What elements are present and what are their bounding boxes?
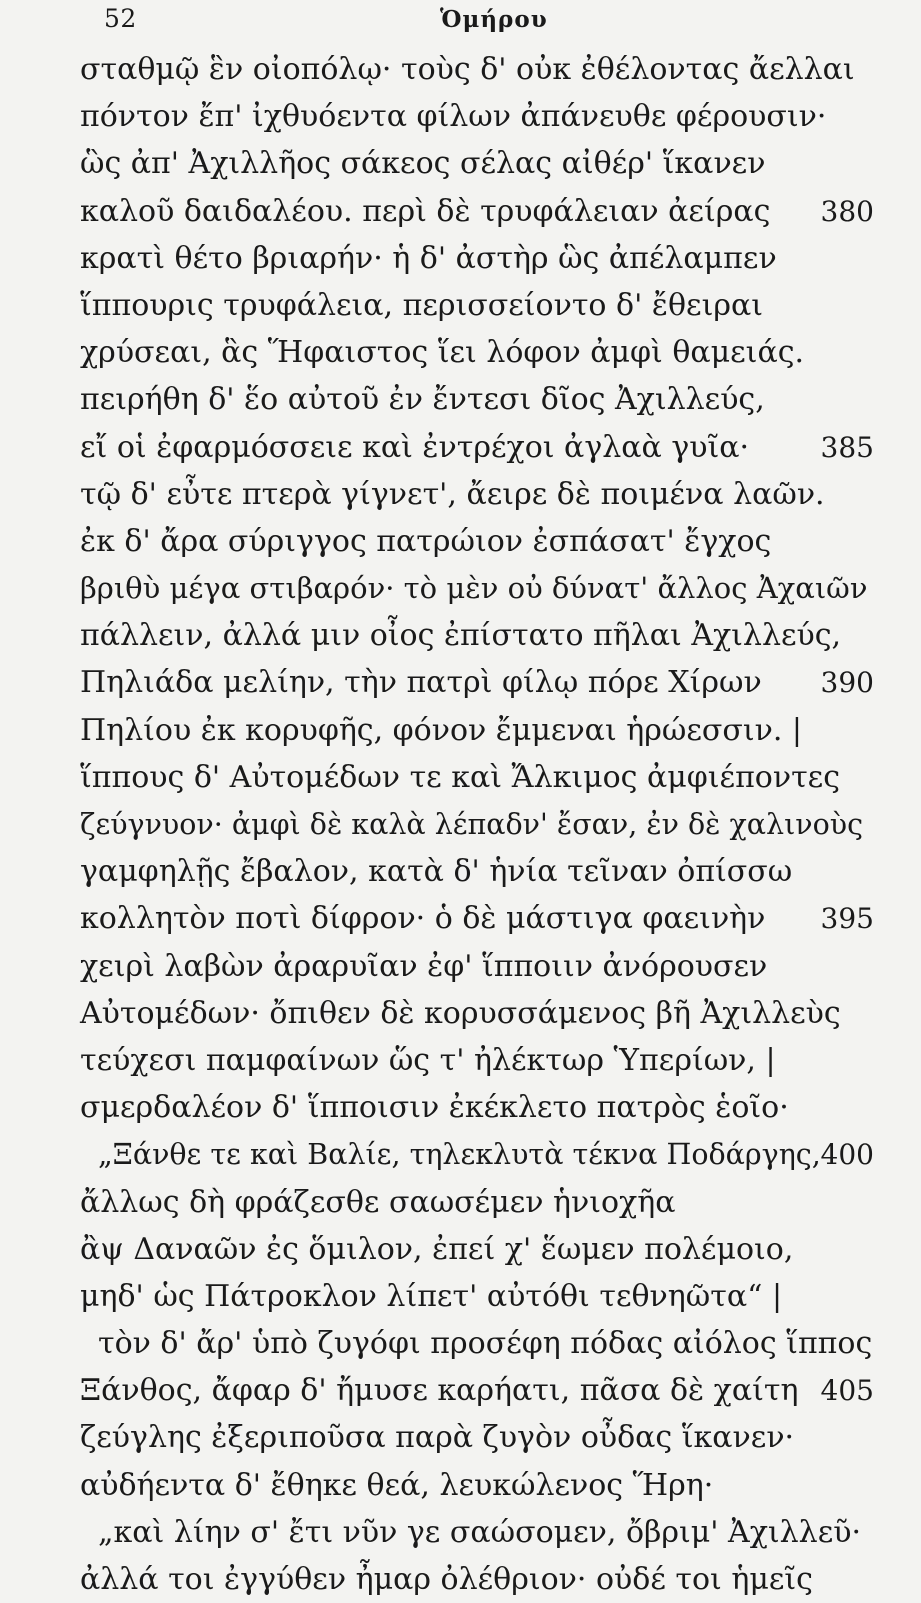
verse-line [80,424,880,471]
verse-text: ἐκ δ' ἄρα σύριγγος πατρώιον ἐσπάσατ' ἔγχος [80,523,772,559]
verse-line [80,1414,880,1461]
line-number: 385 [820,430,874,464]
verse-text: ζεύγλης ἐξεριποῦσα παρὰ ζυγὸν οὖδας ἵκανεν· [80,1420,795,1456]
verse-text: γαμφηλῇς ἔβαλον, κατὰ δ' ἡνία τεῖναν ὀπίσσω [80,854,793,890]
verse-text: „καὶ λίην σ' ἔτι νῦν γε σαώσομεν, ὄβριμ' Ἀχιλλεῦ· [98,1514,862,1550]
running-head: Ὁμήρου [440,6,548,33]
verse-line [80,895,880,942]
verse-line [80,46,880,93]
line-number: 390 [820,666,874,700]
verse-text: ἄλλως δὴ φράζεσθε σαωσέμεν ἡνιοχῆα [80,1184,676,1220]
verse-line [80,471,880,518]
verse-line [80,1084,880,1131]
verse-line [80,329,880,376]
verse-line [80,1462,880,1509]
verse-text: ἵππους δ' Αὐτομέδων τε καὶ Ἄλκιμος ἀμφιέποντες [80,759,841,795]
verse-text: χειρὶ λαβὼν ἀραρυῖαν ἐφ' ἵπποιιν ἀνόρουσεν [80,948,768,984]
verse-text: πειρήθη δ' ἕο αὐτοῦ ἐν ἔντεσι δῖος Ἀχιλλεύς, [80,382,765,418]
verse-line [80,376,880,423]
verse-text: βριθὺ μέγα στιβαρόν· τὸ μὲν οὐ δύνατ' ἄλλος Ἀχαιῶν [80,571,868,606]
line-number: 405 [820,1374,874,1408]
page-number: 52 [104,4,137,33]
verse-text: Πηλιάδα μελίην, τὴν πατρὶ φίλῳ πόρε Χίρων [80,665,762,701]
line-number: 395 [820,902,874,936]
verse-line [80,1367,880,1414]
verse-line [80,235,880,282]
verse-line [80,990,880,1037]
verse-line [80,707,880,754]
verse-line [80,188,880,235]
verse-text: κρατὶ θέτο βριαρήν· ἡ δ' ἀστὴρ ὣς ἀπέλαμπεν [80,240,777,276]
verse-line [80,1037,880,1084]
verse-text: Πηλίου ἐκ κορυφῆς, φόνον ἔμμεναι ἡρώεσσιν. | [80,712,802,748]
verse-block [80,46,880,1603]
verse-line [80,801,880,848]
verse-text: τεύχεσι παμφαίνων ὥς τ' ἠλέκτωρ Ὑπερίων, | [80,1042,776,1078]
verse-line [80,282,880,329]
verse-text: αὐδήεντα δ' ἔθηκε θεά, λευκώλενος Ἥρη· [80,1467,714,1503]
verse-text: κολλητὸν ποτὶ δίφρον· ὁ δὲ μάστιγα φαεινὴν [80,901,766,937]
verse-text: „Ξάνθε τε καὶ Βαλίε, τηλεκλυτὰ τέκνα Ποδάργης, [98,1138,821,1172]
verse-line [80,140,880,187]
verse-line [80,518,880,565]
verse-text: πάλλειν, ἀλλά μιν οἶος ἐπίστατο πῆλαι Ἀχιλλεύς, [80,618,842,654]
verse-line [80,943,880,990]
verse-line [80,1179,880,1226]
verse-text: ἵππουρις τρυφάλεια, περισσείοντο δ' ἔθειραι [80,287,763,323]
verse-text: σταθμῷ ἓν οἰοπόλῳ· τοὺς δ' οὐκ ἐθέλοντας ἄελλαι [80,52,855,87]
verse-line [80,1509,880,1556]
verse-text: εἴ οἱ ἐφαρμόσσειε καὶ ἐντρέχοι ἀγλαὰ γυῖα· [80,429,750,465]
verse-text: πόντον ἔπ' ἰχθυόεντα φίλων ἀπάνευθε φέρουσιν· [80,99,827,135]
verse-text: μηδ' ὡς Πάτροκλον λίπετ' αὐτόθι τεθνηῶτα“ | [80,1278,783,1314]
verse-line [80,612,880,659]
verse-text: ἀλλά τοι ἐγγύθεν ἦμαρ ὀλέθριον· οὐδέ τοι ἡμεῖς [80,1562,813,1597]
verse-line [80,1556,880,1603]
verse-text: χρύσεαι, ἃς Ἥφαιστος ἵει λόφον ἀμφὶ θαμειάς. [80,335,805,371]
verse-text: σμερδαλέον δ' ἵπποισιν ἐκέκλετο πατρὸς ἑοῖο· [80,1090,789,1126]
line-number: 400 [820,1138,874,1172]
verse-line [80,1226,880,1273]
line-number: 380 [820,194,874,228]
verse-line [80,659,880,706]
page-header [0,2,921,42]
verse-text: Αὐτομέδων· ὄπιθεν δὲ κορυσσάμενος βῆ Ἀχιλλεὺς [80,995,841,1031]
verse-line [80,754,880,801]
verse-line [80,93,880,140]
verse-text: ἂψ Δαναῶν ἐς ὅμιλον, ἐπεί χ' ἕωμεν πολέμοιο, [80,1231,794,1267]
verse-line [80,1320,880,1367]
verse-line [80,565,880,612]
verse-text: τῷ δ' εὖτε πτερὰ γίγνετ', ἄειρε δὲ ποιμένα λαῶν. [80,476,825,512]
verse-text: Ξάνθος, ἄφαρ δ' ἤμυσε καρήατι, πᾶσα δὲ χαίτη [80,1373,799,1409]
verse-line [80,848,880,895]
verse-text: ζεύγνυον· ἀμφὶ δὲ καλὰ λέπαδν' ἔσαν, ἐν δὲ χαλινοὺς [80,808,864,841]
verse-text: τὸν δ' ἄρ' ὑπὸ ζυγόφι προσέφη πόδας αἰόλος ἵππος [98,1326,873,1362]
verse-text: ὣς ἀπ' Ἀχιλλῆος σάκεος σέλας αἰθέρ' ἵκανεν [80,146,766,182]
verse-line [80,1131,880,1178]
verse-line [80,1273,880,1320]
verse-text: καλοῦ δαιδαλέου. περὶ δὲ τρυφάλειαν ἀείρας [80,193,771,229]
